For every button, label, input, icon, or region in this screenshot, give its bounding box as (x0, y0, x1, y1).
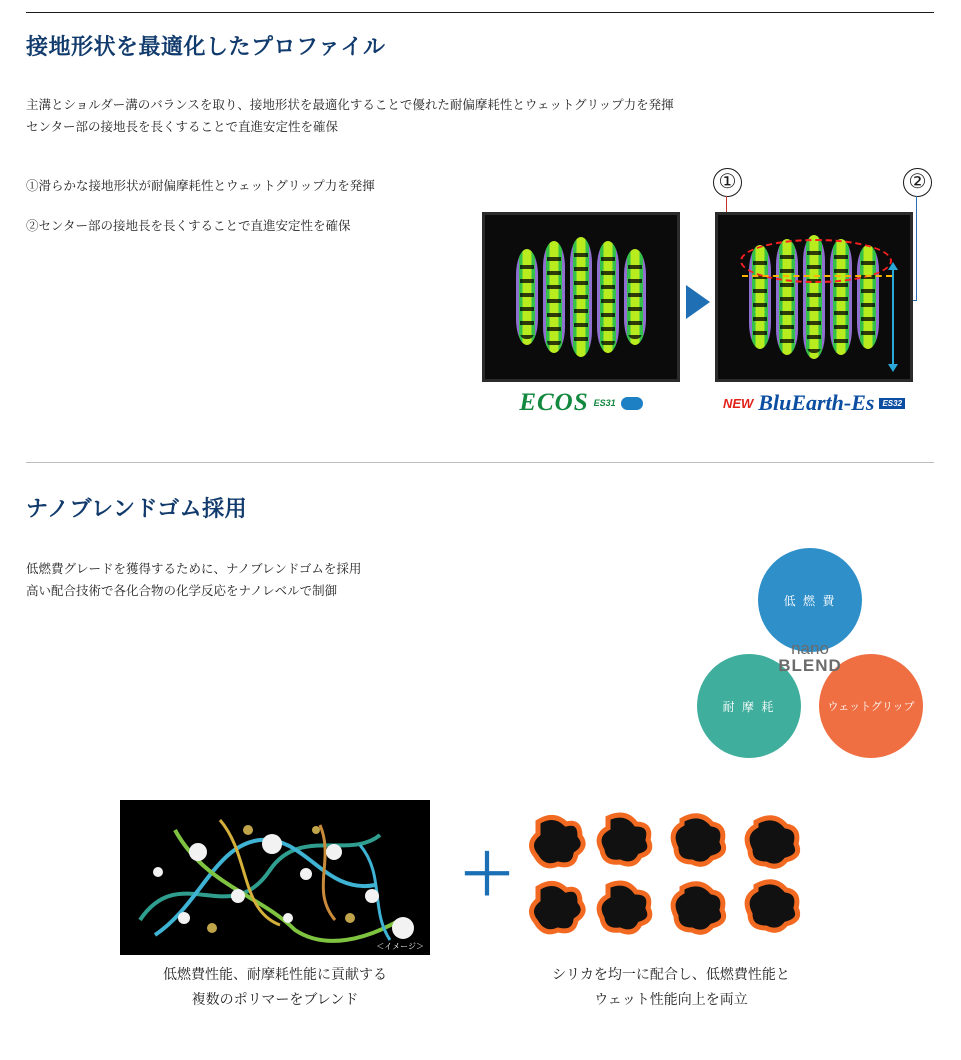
brand-tag-bluearth: ES32 (879, 398, 905, 409)
nano-center-line1: nano (791, 639, 829, 658)
footprint-panel-ecos (482, 212, 680, 382)
brand-name-bluearth: BluEarth-Es (758, 390, 875, 415)
brand-name-ecos: ECOS (519, 389, 589, 416)
caption-silica (471, 962, 871, 1012)
contact-length-arrow-icon (892, 269, 894, 365)
section1-lead (26, 94, 674, 138)
yokohama-badge-icon (621, 397, 643, 410)
callout-leader-2 (916, 196, 917, 300)
section1-note-2: ②センター部の接地長を長くすることで直進安定性を確保 (26, 219, 351, 233)
section-divider (26, 462, 934, 463)
caption-silica-line1: シリカを均一に配合し、低燃費性能と (552, 966, 790, 982)
silica-dispersion-image (516, 800, 826, 955)
footprint-comparison-figure (482, 160, 934, 420)
section-title-nanoblend: ナノブレンドゴム採用 (26, 496, 248, 521)
section1-note-1: ①滑らかな接地形状が耐偏摩耗性とウェットグリップ力を発揮 (26, 179, 375, 193)
brand-new-label: NEW (722, 395, 754, 411)
section2-lead-line1: 低燃費グレードを獲得するために、ナノブレンドゴムを採用 (26, 562, 362, 576)
polymer-blend-image (120, 800, 430, 955)
caption-polymer (75, 962, 475, 1012)
section1-lead-line2: センター部の接地長を長くすることで直進安定性を確保 (26, 120, 339, 134)
callout-marker-1: ① (713, 168, 742, 197)
caption-silica-line2: ウェット性能向上を両立 (594, 991, 748, 1007)
footprint-image-ecos (506, 234, 656, 360)
caption-polymer-line1: 低燃費性能、耐摩耗性能に貢献する (163, 966, 387, 982)
brand-label-ecos (482, 388, 680, 418)
tread-rib (543, 241, 565, 353)
nano-blend-diagram (688, 548, 938, 788)
image-note-label: ＜イメージ＞ (376, 942, 424, 951)
section2-lead-line2: 高い配合技術で各化合物の化学反応をナノレベルで制御 (26, 584, 338, 598)
nano-blob-wear-resistance: 耐 摩 耗 (697, 654, 801, 758)
nano-blob-fuel-economy: 低 燃 費 (758, 548, 862, 652)
section-title-profile: 接地形状を最適化したプロファイル (26, 34, 386, 59)
silica-dispersion-illustration (516, 800, 826, 955)
footprint-panel-bluearth (715, 212, 913, 382)
section1-lead-line1: 主溝とショルダー溝のバランスを取り、接地形状を最適化することで優れた耐偏摩耗性とウェットグリップ力を発揮 (26, 98, 674, 112)
plus-icon: ＋ (459, 843, 515, 906)
tread-rib (597, 241, 619, 353)
nano-blob-wet-grip: ウェットグリップ (819, 654, 923, 758)
tread-rib (570, 237, 592, 357)
nano-center-line2: BLEND (778, 656, 842, 675)
brand-sub-ecos: ES31 (593, 398, 616, 408)
tread-rib (624, 249, 646, 345)
highlight-dashed-line-annotation (742, 275, 892, 277)
section2-lead (26, 558, 361, 602)
nano-center-label (762, 640, 858, 674)
tread-rib (516, 249, 538, 345)
callout-marker-2: ② (903, 168, 932, 197)
top-divider (26, 12, 934, 13)
polymer-blend-illustration (120, 800, 430, 955)
comparison-arrow-icon (686, 285, 710, 319)
caption-polymer-line2: 複数のポリマーをブレンド (191, 991, 359, 1007)
brand-label-bluearth (715, 388, 913, 418)
